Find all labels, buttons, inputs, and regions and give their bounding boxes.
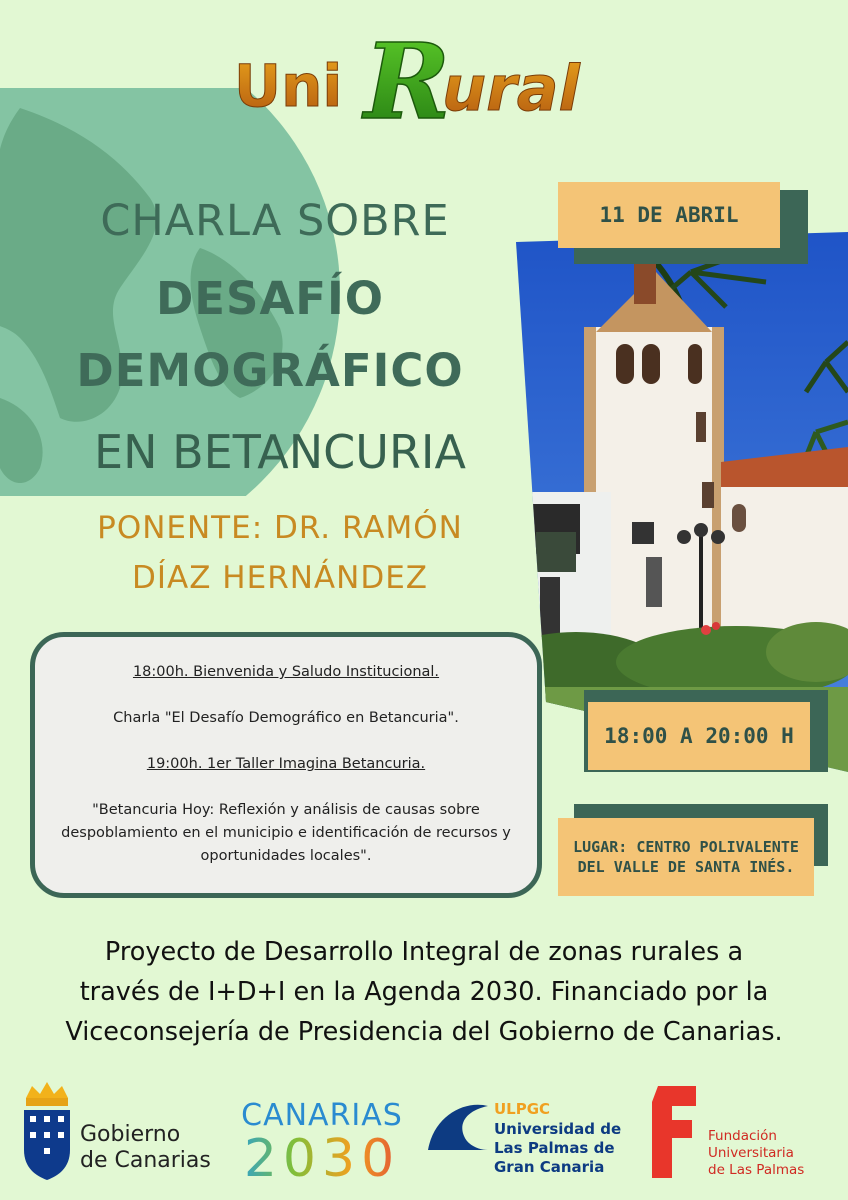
svg-text:ural: ural (442, 52, 580, 125)
place-label: LUGAR: CENTRO POLIVALENTE DEL VALLE DE SANTA INÉS. (558, 818, 814, 896)
year-2030-text: 2030 (234, 1133, 410, 1185)
place-tag (558, 804, 828, 896)
date-tag (558, 182, 808, 264)
ulpgc-logo (424, 1096, 634, 1186)
ulpgc-wave-icon (424, 1096, 492, 1156)
time-tag (584, 690, 828, 780)
ulpgc-line-2: Las Palmas de (494, 1139, 615, 1157)
coat-of-arms-icon (18, 1080, 76, 1180)
fundacion-mark-icon (648, 1080, 700, 1180)
funding-line-1: Proyecto de Desarrollo Integral de zonas rurales a (104, 937, 744, 967)
heading-demografico: DEMOGRÁFICO (76, 344, 464, 397)
fundacion-logo (648, 1080, 838, 1185)
logo-uni-text: Uni (234, 52, 343, 120)
gobierno-canarias-logo (18, 1080, 233, 1185)
agenda-item-2: Charla "El Desafío Demográfico en Betancuria". (113, 710, 459, 726)
ulpgc-line-3: Gran Canaria (494, 1158, 605, 1176)
gobierno-line-2: de Canarias (80, 1148, 211, 1173)
ulpgc-line-1: Universidad de (494, 1120, 622, 1138)
heading-charla-sobre: CHARLA SOBRE (100, 196, 450, 246)
speaker-line-2: DÍAZ HERNÁNDEZ (131, 560, 429, 596)
canarias-2030-logo (234, 1098, 410, 1190)
canarias-text: CANARIAS (241, 1098, 403, 1133)
svg-text:R: R (364, 20, 451, 138)
agenda-item-1: 18:00h. Bienvenida y Saludo Institucional. (132, 664, 440, 680)
ulpgc-acronym: ULPGC (494, 1100, 551, 1118)
fundacion-line-3: de Las Palmas (708, 1162, 805, 1178)
heading-betancuria: EN BETANCURIA (94, 425, 466, 479)
agenda-item-4: "Betancuria Hoy: Reflexión y análisis de causas sobre despoblamiento en el municipio e identificación de recursos y oportunidades locales". (61, 802, 511, 864)
speaker-line-1: PONENTE: DR. RAMÓN (97, 510, 463, 546)
fundacion-line-2: Universitaria (708, 1145, 794, 1161)
funding-line-3: Viceconsejería de Presidencia del Gobierno de Canarias. (65, 1017, 783, 1047)
heading-desafio: DESAFÍO (155, 272, 385, 325)
unirural-logo (232, 18, 622, 138)
agenda-item-3: 19:00h. 1er Taller Imagina Betancuria. (146, 756, 426, 772)
gobierno-line-1: Gobierno (80, 1122, 181, 1147)
date-label: 11 DE ABRIL (558, 182, 780, 248)
fundacion-line-1: Fundación (708, 1128, 777, 1144)
funding-line-2: través de I+D+I en la Agenda 2030. Financiado por la (79, 977, 769, 1007)
time-label: 18:00 A 20:00 H (588, 702, 810, 770)
funding-statement (20, 932, 828, 1052)
agenda-box (30, 632, 542, 898)
